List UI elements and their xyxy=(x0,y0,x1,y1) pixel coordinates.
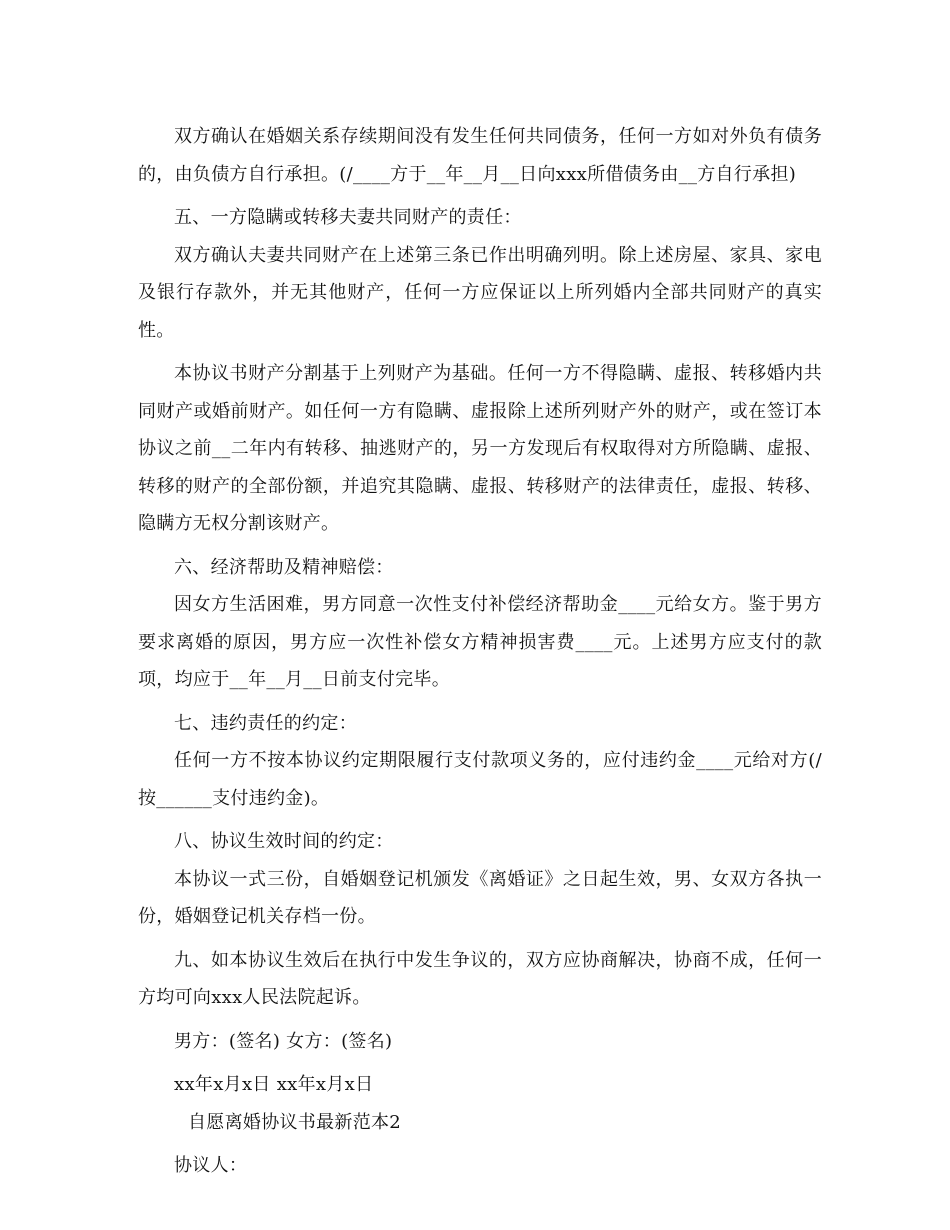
section-heading-5: 五、一方隐瞒或转移夫妻共同财产的责任： xyxy=(174,207,522,228)
signature-line: 男方：(签名) 女方：(签名) xyxy=(174,1030,393,1052)
section-heading-8: 八、协议生效时间的约定： xyxy=(174,831,394,852)
paragraph-6: 因女方生活困难，男方同意一次性支付补偿经济帮助金____元给女方。鉴于男方要求离婚的原因，男方应一次性补偿女方精神损害费____元。上述男方应支付的款项，均应于__年__月__日前支付完毕。 xyxy=(138,594,822,690)
paragraph-5b: 本协议书财产分割基于上列财产为基础。任何一方不得隐瞒、虚报、转移婚内共同财产或婚前财产。如任何一方有隐瞒、虚报除上述所列财产外的财产，或在签订本协议之前__二年内有转移、抽逃财产的，另一方发现后有权取得对方所隐瞒、虚报、转移的财产的全部份额，并追究其隐瞒、虚报、转移财产的法律责任，虚报、转移、隐瞒方无权分割该财产。 xyxy=(138,363,822,534)
parties-label: 协议人： xyxy=(174,1155,248,1176)
paragraph-7: 任何一方不按本协议约定期限履行支付款项义务的，应付违约金____元给对方(/按______支付违约金)。 xyxy=(138,750,822,809)
section-heading-7: 七、违约责任的约定： xyxy=(174,712,357,734)
section-heading-6: 六、经济帮助及精神赔偿： xyxy=(174,556,394,578)
document-title-2: 自愿离婚协议书最新范本2 xyxy=(188,1111,402,1133)
paragraph-9: 九、如本协议生效后在执行中发生争议的，双方应协商解决，协商不成，任何一方均可向xxx人民法院起诉。 xyxy=(138,949,822,1008)
paragraph-8: 本协议一式三份，自婚姻登记机颁发《离婚证》之日起生效，男、女双方各执一份，婚姻登记机关存档一份。 xyxy=(138,868,822,927)
paragraph-5a: 双方确认夫妻共同财产在上述第三条已作出明确列明。除上述房屋、家具、家电及银行存款外，并无其他财产，任何一方应保证以上所列婚内全部共同财产的真实性。 xyxy=(138,244,822,341)
paragraph-debt: 双方确认在婚姻关系存续期间没有发生任何共同债务，任何一方如对外负有债务的，由负债方自行承担。(/____方于__年__月__日向xxx所借债务由__方自行承担) xyxy=(138,126,822,185)
date-line: xx年x月x日 xx年x月x日 xyxy=(174,1074,374,1095)
